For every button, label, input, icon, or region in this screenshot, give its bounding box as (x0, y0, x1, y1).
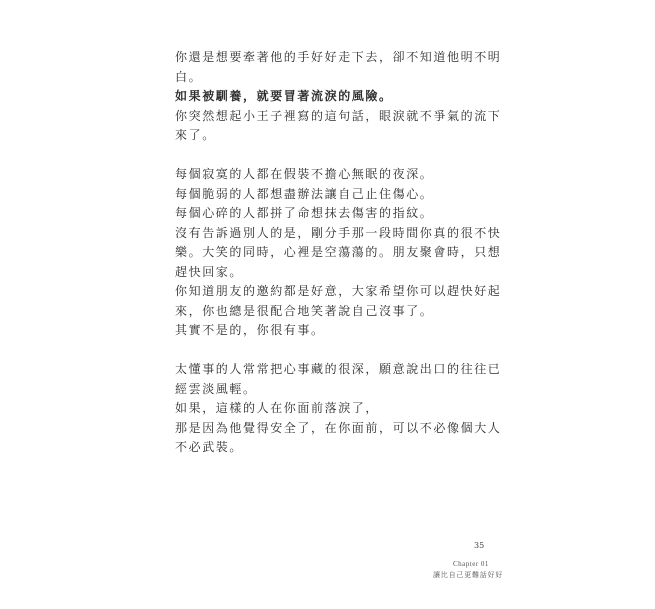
paragraph-gap (175, 146, 505, 166)
text-line: 經雲淡風輕。 (175, 381, 257, 396)
text-line: 不必武裝。 (175, 440, 244, 454)
text-line: 樂。大笑的同時，心裡是空蕩蕩的。朋友聚會時，只想 (175, 245, 502, 259)
page-number: 35 (474, 541, 485, 550)
paragraph (175, 48, 505, 146)
text-line: 其實不是的，你很有事。 (175, 323, 325, 337)
text-line: 來了。 (175, 128, 216, 142)
text-line: 每個心碎的人都拼了命想抹去傷害的指紋。 (175, 206, 434, 220)
paragraph (175, 360, 505, 458)
text-line: 每個脆弱的人都想盡辦法讓自己止住傷心。 (175, 186, 434, 201)
text-line: 你還是想要牽著他的手好好走下去，卻不知道他明不明 (175, 50, 502, 64)
text-line: 太懂事的人常常把心事藏的很深，願意說出口的往往已 (175, 362, 502, 376)
text-line: 趕快回家。 (175, 264, 244, 279)
text-line: 你突然想起小王子裡寫的這句話，眼淚就不爭氣的流下 (175, 108, 502, 123)
chapter-label: Chapter 01 (453, 560, 489, 568)
text-line: 白。 (175, 69, 203, 84)
text-line: 每個寂寞的人都在假裝不擔心無眠的夜深。 (175, 167, 434, 181)
text-line: 如果，這樣的人在你面前落淚了， (175, 401, 380, 415)
text-line: 來，你也總是很配合地笑著說自己沒事了。 (175, 303, 434, 318)
text-line: 你知道朋友的邀約都是好意，大家希望你可以趕快好起 (175, 284, 502, 298)
text-line: 那是因為他覺得安全了，在你面前，可以不必像個大人 (175, 420, 502, 435)
chapter-title: 讓比自己更難話好好 (433, 571, 504, 579)
emphasized-text-line: 如果被馴養，就要冒著流淚的風險。 (175, 89, 393, 103)
body-text (175, 48, 505, 458)
text-line: 沒有告訴過別人的是，剛分手那一段時間你真的很不快 (175, 225, 502, 240)
paragraph (175, 165, 505, 341)
paragraph-gap (175, 341, 505, 361)
